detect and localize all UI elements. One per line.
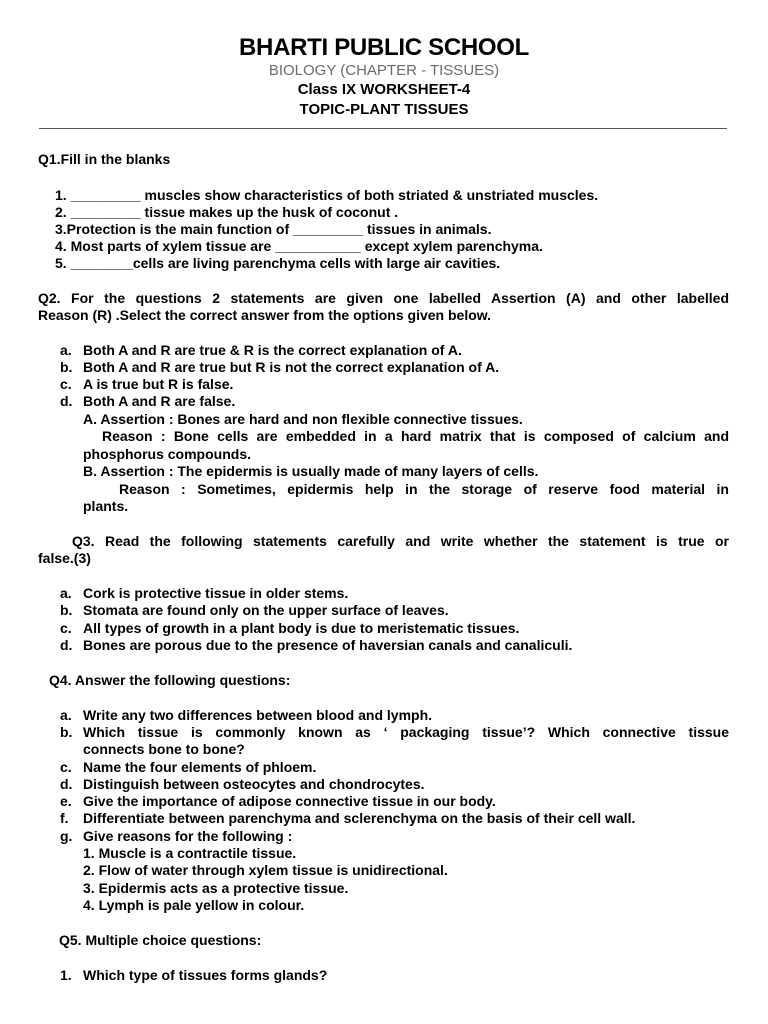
topic-line: TOPIC-PLANT TISSUES bbox=[299, 101, 469, 118]
q3-statement: Cork is protective tissue in older stems. bbox=[83, 585, 349, 601]
q2-option: Both A and R are false. bbox=[83, 393, 236, 409]
class-line: Class IX WORKSHEET-4 bbox=[297, 81, 471, 98]
q4-reason-item: 3. Epidermis acts as a protective tissue. bbox=[83, 880, 349, 896]
q4-question: Give reasons for the following : bbox=[83, 828, 293, 844]
q2-reason-b-cont: plants. bbox=[83, 498, 129, 514]
q3-statement: All types of growth in a plant body is due to meristematic tissues. bbox=[83, 620, 520, 636]
q4-reason-item: 1. Muscle is a contractile tissue. bbox=[83, 845, 297, 861]
list-marker: a. bbox=[60, 585, 72, 601]
list-marker: c. bbox=[60, 376, 72, 392]
q4-title: Q4. Answer the following questions: bbox=[49, 672, 291, 688]
list-marker: b. bbox=[60, 602, 73, 618]
q2-option: Both A and R are true & R is the correct explanation of A. bbox=[83, 342, 462, 358]
list-marker: a. bbox=[60, 342, 72, 358]
q4-question: Name the four elements of phloem. bbox=[83, 759, 317, 775]
list-marker: d. bbox=[60, 637, 73, 653]
q4-question: Give the importance of adipose connective tissue in our body. bbox=[83, 793, 496, 809]
q4-question: Differentiate between parenchyma and sclerenchyma on the basis of their cell wall. bbox=[83, 810, 636, 826]
q2-assertion-a: A. Assertion : Bones are hard and non flexible connective tissues. bbox=[83, 411, 523, 427]
q3-question-line: Q3. Read the following statements carefully and write whether the statement is true or bbox=[72, 533, 729, 549]
list-marker: 1. bbox=[60, 967, 72, 983]
q2-option: A is true but R is false. bbox=[83, 376, 234, 392]
q3-statement: Bones are porous due to the presence of haversian canals and canaliculi. bbox=[83, 637, 573, 653]
q1-item: 3.Protection is the main function of _________ tissues in animals. bbox=[55, 221, 492, 237]
subject-line: BIOLOGY (CHAPTER - TISSUES) bbox=[268, 62, 500, 79]
q5-question: Which type of tissues forms glands? bbox=[83, 967, 328, 983]
list-marker: c. bbox=[60, 759, 72, 775]
q1-item: 2. _________ tissue makes up the husk of coconut . bbox=[55, 204, 399, 220]
q2-reason-b: Reason : Sometimes, epidermis help in the storage of reserve food material in bbox=[119, 481, 729, 497]
q2-question-line: Q2. For the questions 2 statements are given one labelled Assertion (A) and other labelled bbox=[38, 290, 729, 306]
q5-title: Q5. Multiple choice questions: bbox=[59, 932, 262, 948]
q3-statement: Stomata are found only on the upper surface of leaves. bbox=[83, 602, 449, 618]
list-marker: b. bbox=[60, 359, 73, 375]
q4-reason-item: 4. Lymph is pale yellow in colour. bbox=[83, 897, 305, 913]
list-marker: e. bbox=[60, 793, 72, 809]
list-marker: c. bbox=[60, 620, 72, 636]
q1-item: 5. ________cells are living parenchyma cells with large air cavities. bbox=[55, 255, 501, 271]
q1-title: Q1.Fill in the blanks bbox=[38, 151, 171, 167]
list-marker: b. bbox=[60, 724, 73, 740]
q2-reason-a: Reason : Bone cells are embedded in a hard matrix that is composed of calcium and bbox=[102, 428, 729, 444]
q2-assertion-b: B. Assertion : The epidermis is usually made of many layers of cells. bbox=[83, 463, 539, 479]
list-marker: f. bbox=[60, 810, 69, 826]
q1-item: 1. _________ muscles show characteristics of both striated & unstriated muscles. bbox=[55, 187, 599, 203]
q4-question: Which tissue is commonly known as ‘ packaging tissue’? Which connective tissue bbox=[83, 724, 729, 740]
q2-option: Both A and R are true but R is not the correct explanation of A. bbox=[83, 359, 500, 375]
q2-reason-a-cont: phosphorus compounds. bbox=[83, 446, 251, 462]
school-name: BHARTI PUBLIC SCHOOL bbox=[239, 34, 529, 61]
q1-item: 4. Most parts of xylem tissue are ___________ except xylem parenchyma. bbox=[55, 238, 543, 254]
list-marker: g. bbox=[60, 828, 73, 844]
list-marker: d. bbox=[60, 393, 73, 409]
list-marker: d. bbox=[60, 776, 73, 792]
list-marker: a. bbox=[60, 707, 72, 723]
q4-question-cont: connects bone to bone? bbox=[83, 741, 245, 757]
q2-question-line: Reason (R) .Select the correct answer from the options given below. bbox=[38, 307, 492, 323]
q4-question: Distinguish between osteocytes and chondrocytes. bbox=[83, 776, 425, 792]
q4-question: Write any two differences between blood and lymph. bbox=[83, 707, 433, 723]
q4-reason-item: 2. Flow of water through xylem tissue is unidirectional. bbox=[83, 862, 448, 878]
header-divider bbox=[39, 128, 727, 129]
q3-question-line: false.(3) bbox=[38, 550, 91, 566]
